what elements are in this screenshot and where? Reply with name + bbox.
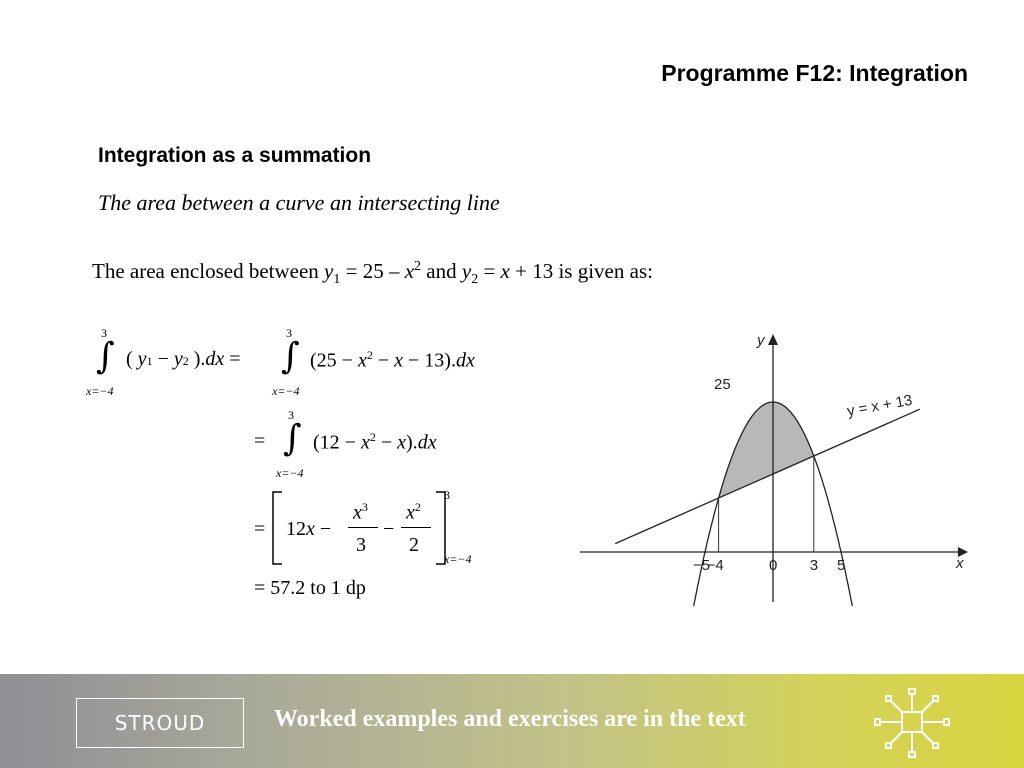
x-tick-label: 5 xyxy=(837,557,846,574)
x-tick-labels xyxy=(693,557,845,574)
upper-limit: 3 xyxy=(286,326,292,340)
parabola-line-graph xyxy=(576,326,996,606)
minus-sign: − xyxy=(383,518,395,540)
integrand-expanded: $(25 - x^2 - x - 13).dx$ xyxy=(310,348,475,372)
x-tick-label: −4 xyxy=(706,557,724,574)
antiderivative-lead: 12x − xyxy=(286,518,332,540)
integrand-simplified: $(12 - x^2 - x).dx$ xyxy=(313,430,437,454)
fraction-num-1: $x^3$ xyxy=(353,500,368,524)
x-tick-label: 0 xyxy=(769,557,778,574)
footer-text: Worked examples and exercises are in the text xyxy=(274,706,746,732)
integral-sign: ∫ xyxy=(96,336,115,377)
fraction-den-1: 3 xyxy=(356,534,366,556)
x-tick-label: −5 xyxy=(693,557,711,574)
result-line: = 57.2 to 1 dp xyxy=(254,577,366,599)
integral-sign: ∫ xyxy=(283,418,302,459)
integrand-y1-y2: ( y1 − y2 ).dx = xyxy=(126,348,241,370)
line-label: y = x + 13 xyxy=(845,391,914,420)
fraction-den-2: 2 xyxy=(409,534,419,556)
lower-limit: x=−4 xyxy=(86,384,114,398)
fraction-num-2: $x^2$ xyxy=(406,500,421,524)
integral-line-2 xyxy=(250,404,510,484)
section-title: Integration as a summation xyxy=(98,144,372,167)
lower-limit: x=−4 xyxy=(444,552,472,566)
upper-limit: 3 xyxy=(444,488,450,502)
programme-title: Programme F12: Integration xyxy=(661,60,968,86)
x-axis-label: x xyxy=(956,555,964,572)
fraction-bar-2 xyxy=(401,527,431,528)
equals-sign: = xyxy=(254,518,266,540)
stroud-logo: STROUD xyxy=(76,698,244,748)
integral-line-1 xyxy=(86,322,536,402)
x-tick-label: 3 xyxy=(809,557,819,574)
fraction-bar-1 xyxy=(348,527,378,528)
lower-limit: x=−4 xyxy=(272,384,300,398)
peak-label: 25 xyxy=(714,376,731,393)
equals-sign: = xyxy=(254,430,266,452)
left-bracket xyxy=(270,490,284,566)
lower-limit: x=−4 xyxy=(276,466,304,480)
circuit-icon xyxy=(870,686,954,762)
integral-sign: ∫ xyxy=(281,336,300,377)
shaded-area xyxy=(719,402,814,498)
section-subtitle: The area between a curve an intersecting line xyxy=(98,190,500,215)
footer-bar xyxy=(0,674,1024,768)
intro-sentence: The area enclosed between $y_1 = 25 - x^2$ and $y_2 = x + 13$ is given as: xyxy=(92,259,653,288)
y-axis-arrow xyxy=(768,334,778,345)
upper-limit: 3 xyxy=(101,326,107,340)
upper-limit: 3 xyxy=(288,408,294,422)
antiderivative-line xyxy=(250,488,510,568)
y-axis-label: y xyxy=(757,332,765,349)
